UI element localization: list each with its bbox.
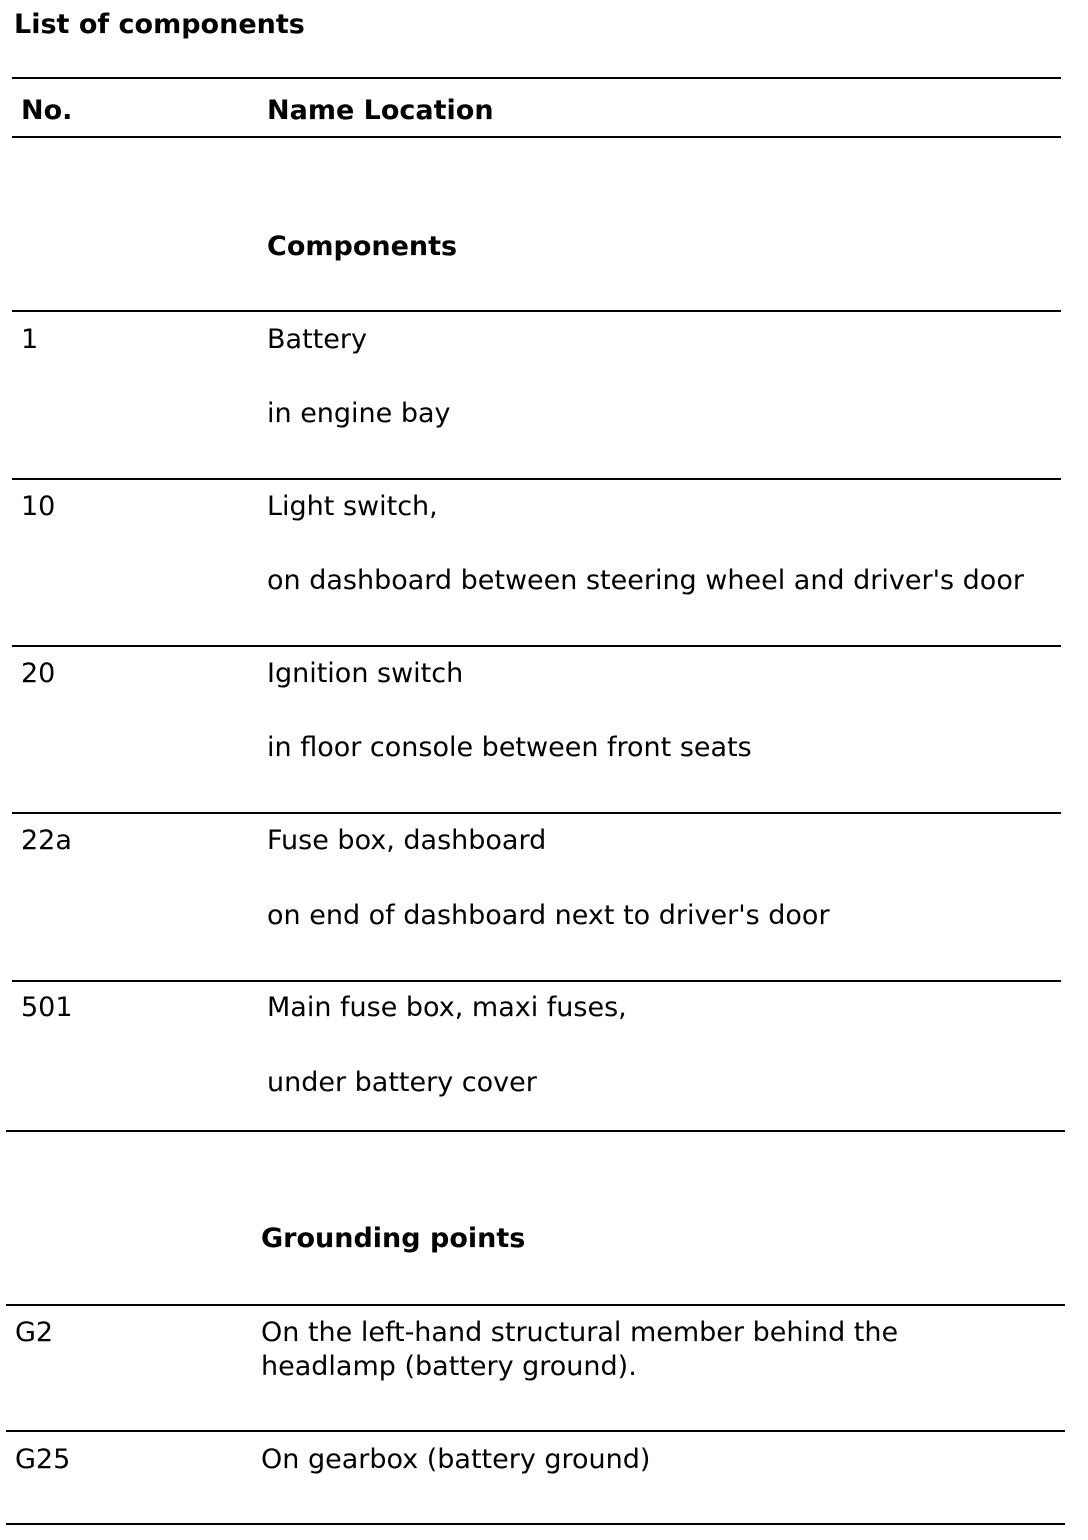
component-no: 501	[21, 992, 73, 1023]
component-no: 10	[21, 491, 56, 522]
component-location: on dashboard between steering wheel and driver's door	[267, 565, 1024, 596]
section-end-rule	[6, 1130, 1065, 1132]
component-location: on end of dashboard next to driver's door	[267, 900, 830, 931]
component-name: Ignition switch	[267, 658, 464, 689]
component-location: under battery cover	[267, 1067, 537, 1098]
grounding-no: G2	[15, 1317, 54, 1348]
header-no: No.	[21, 95, 73, 126]
component-name: Light switch,	[267, 491, 438, 522]
component-name: Main fuse box, maxi fuses,	[267, 992, 627, 1023]
page-title: List of components	[14, 9, 305, 40]
header-bottom-rule	[12, 136, 1061, 138]
components-section-label: Components	[267, 231, 458, 262]
row-divider	[12, 645, 1061, 647]
table-bottom-rule	[6, 1523, 1065, 1525]
grounding-no: G25	[15, 1444, 71, 1475]
row-divider	[12, 812, 1061, 814]
component-location: in floor console between front seats	[267, 732, 752, 763]
row-divider	[12, 310, 1061, 312]
component-name: Battery	[267, 324, 367, 355]
component-no: 1	[21, 324, 39, 355]
header-top-rule	[12, 77, 1061, 79]
row-divider	[6, 1430, 1065, 1432]
grounding-section-label: Grounding points	[261, 1223, 526, 1254]
component-location: in engine bay	[267, 398, 451, 429]
row-divider	[12, 980, 1061, 982]
grounding-description: On the left-hand structural member behind the headlamp (battery ground).	[261, 1317, 899, 1382]
component-no: 20	[21, 658, 56, 689]
row-divider	[12, 478, 1061, 480]
row-divider	[6, 1304, 1065, 1306]
component-name: Fuse box, dashboard	[267, 825, 547, 856]
component-no: 22a	[21, 825, 72, 856]
grounding-description: On gearbox (battery ground)	[261, 1444, 651, 1475]
header-name-location: Name Location	[267, 95, 494, 126]
